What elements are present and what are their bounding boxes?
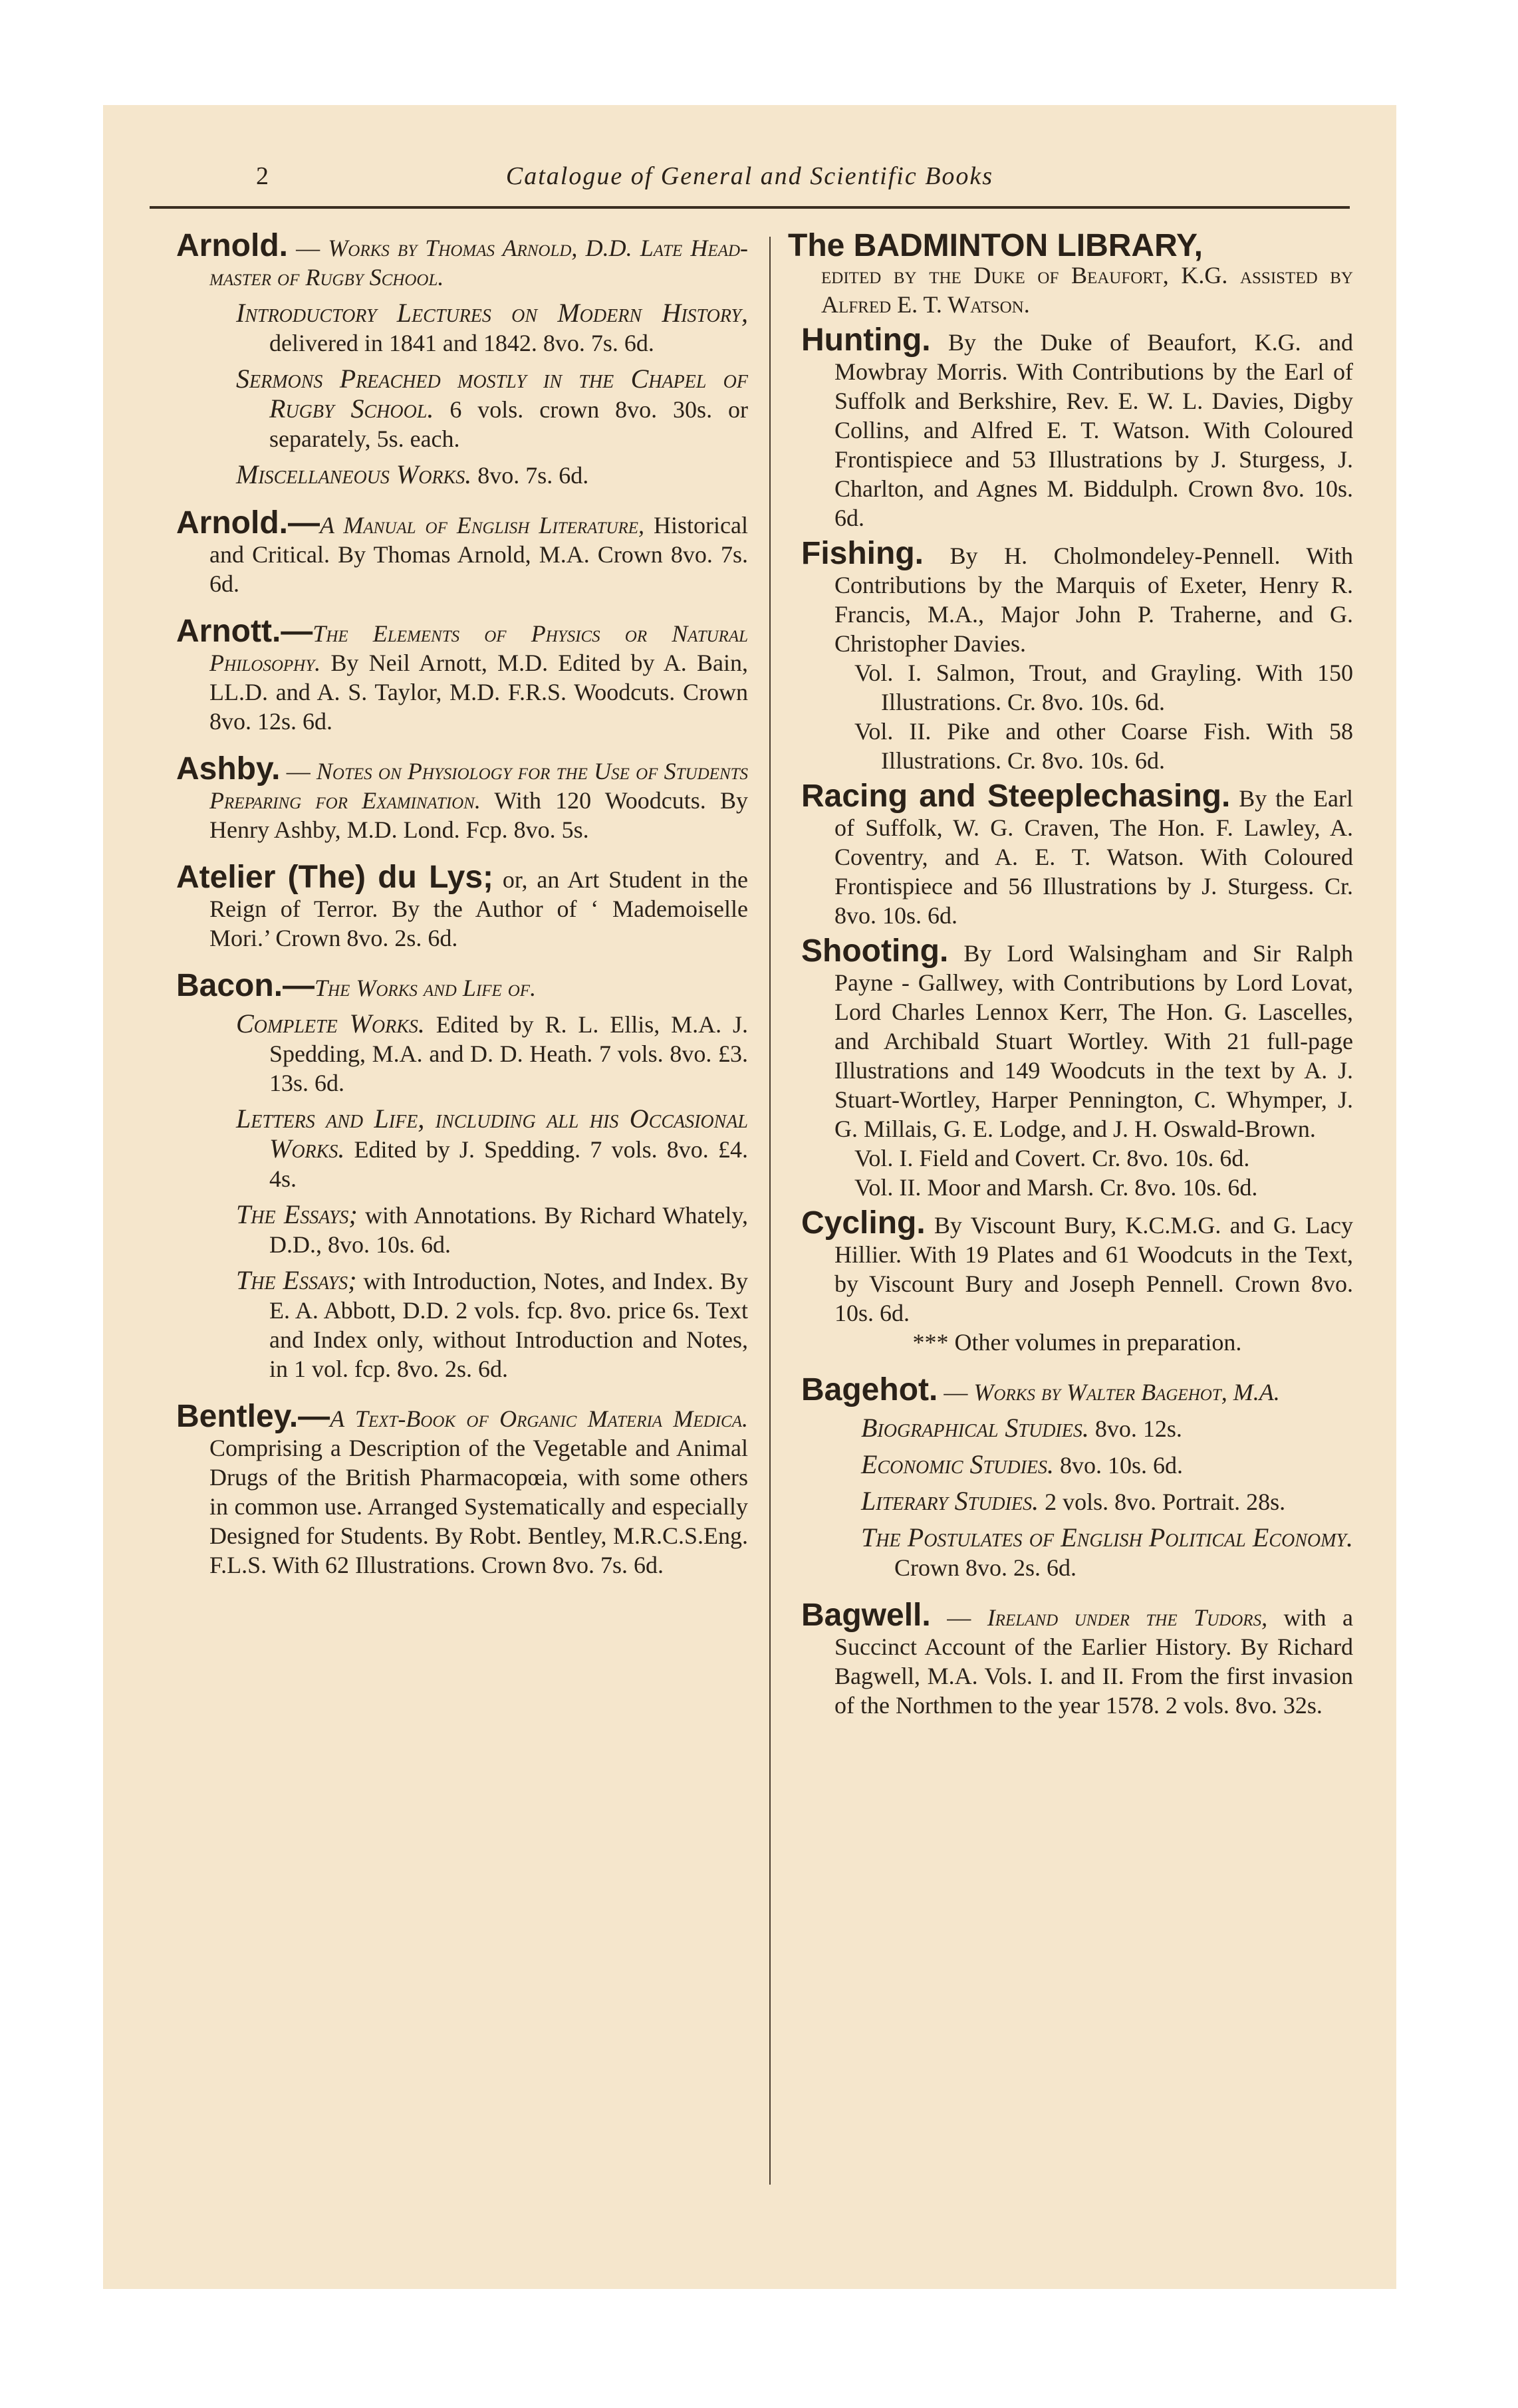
entry-bagehot: Bagehot. — Works by Walter Bagehot, M.A. Biographical Studies. 8vo. 12s. Economic Studies. 8vo. 10s. 6d. Literary Studies. 2 vols. 8vo. Portrait. 28s. The Postulates of English Political Economy. Crown 8vo. 2s. 6d.: [801, 1372, 1353, 1581]
right-column: [788, 228, 1354, 1739]
sub-entry: Complete Works. Edited by R. L. Ellis, M.A. J. Spedding, M.A. and D. D. Heath. 7 vols. 8vo. £3. 13s. 6d.: [236, 1009, 748, 1096]
entry-shooting: Shooting. By Lord Walsingham and Sir Ralph Payne - Gallwey, with Contributions by Lord Lovat, Lord Charles Lennox Kerr, The Hon. G. Lascelles, and Archibald Stuart Wortley. With 21 full-page Illustrations and 149 Woodcuts in the text by A. J. Stuart-Wortley, Harper Pennington, C. Whymper, J. G. Millais, G. E. Lodge, and J. H. Oswald-Brown. Vol. I. Field and Covert. Cr. 8vo. 10s. 6d. Vol. II. Moor and Marsh. Cr. 8vo. 10s. 6d.: [801, 933, 1353, 1201]
note: *** Other volumes in preparation.: [912, 1329, 1242, 1356]
entry-arnold-manual: Arnold.—A Manual of English Literature, Historical and Critical. By Thomas Arnold, M.A. Crown 8vo. 7s. 6d.: [176, 505, 748, 597]
sub-entry: Introductory Lectures on Modern History, delivered in 1841 and 1842. 8vo. 7s. 6d.: [236, 298, 748, 356]
header-rule: [150, 206, 1350, 209]
sub-entry: Sermons Preached mostly in the Chapel of Rugby School. 6 vols. crown 8vo. 30s. or separately, 5s. each.: [236, 364, 748, 452]
sub-entry: Economic Studies. 8vo. 10s. 6d.: [861, 1449, 1184, 1479]
sub-entry: The Essays; with Introduction, Notes, and Index. By E. A. Abbott, D.D. 2 vols. fcp. 8vo. price 6s. Text and Index only, without Introduction and Notes, in 1 vol. fcp. 8vo. 2s. 6d.: [236, 1265, 748, 1382]
entry-badminton: The BADMINTON LIBRARY, edited by the Duke of Beaufort, K.G. assisted by Alfred E. T. Watson.: [788, 228, 1353, 318]
sub-entry: Miscellaneous Works. 8vo. 7s. 6d.: [236, 459, 589, 489]
sub-entry: Letters and Life, including all his Occasional Works. Edited by J. Spedding. 7 vols. 8vo. £4. 4s.: [236, 1104, 748, 1192]
sub-entry: Literary Studies. 2 vols. 8vo. Portrait. 28s.: [861, 1486, 1286, 1516]
entry-bagwell: Bagwell. — Ireland under the Tudors, with a Succinct Account of the Earlier History. By Richard Bagwell, M.A. Vols. I. and II. From the first invasion of the Northmen to the year 1578. 2 vols. 8vo. 32s.: [801, 1598, 1354, 1719]
column-divider: [769, 237, 771, 2185]
entry-bacon: Bacon.—The Works and Life of. Complete Works. Edited by R. L. Ellis, M.A. J. Spedding, M.A. and D. D. Heath. 7 vols. 8vo. £3. 13s. 6d. Letters and Life, including all his Occasional Works. Edited by J. Spedding. 7 vols. 8vo. £4. 4s. The Essays; with Annotations. By Richard Whately, D.D., 8vo. 10s. 6d. The Essays; with Introduction, Notes, and Index. By E. A. Abbott, D.D. 2 vols. fcp. 8vo. price 6s. Text and Index only, without Introduction and Notes, in 1 vol. fcp. 8vo. 2s. 6d.: [176, 968, 748, 1382]
sub-entry: The Essays; with Annotations. By Richard Whately, D.D., 8vo. 10s. 6d.: [236, 1199, 748, 1258]
entry-hunting: Hunting. By the Duke of Beaufort, K.G. and Mowbray Morris. With Contributions by the Earl of Suffolk and Berkshire, Rev. E. W. L. Davies, Digby Collins, and Alfred E. T. Watson. With Coloured Frontispiece and 53 Illustrations by J. Sturgess, J. Charlton, and Agnes M. Biddulph. Crown 8vo. 10s. 6d.: [801, 322, 1353, 531]
entry-fishing: Fishing. By H. Cholmondeley-Pennell. With Contributions by the Marquis of Exeter, Henry R. Francis, M.A., Major John P. Traherne, and G. Christopher Davies. Vol. I. Salmon, Trout, and Grayling. With 150 Illustrations. Cr. 8vo. 10s. 6d. Vol. II. Pike and other Coarse Fish. With 58 Illustrations. Cr. 8vo. 10s. 6d.: [801, 536, 1353, 774]
sub-entry: The Postulates of English Political Economy. Crown 8vo. 2s. 6d.: [861, 1522, 1353, 1581]
entry-arnott: Arnott.—The Elements of Physics or Natural Philosophy. By Neil Arnott, M.D. Edited by A. Bain, LL.D. and A. S. Taylor, M.D. F.R.S. Woodcuts. Crown 8vo. 12s. 6d.: [176, 614, 748, 735]
entry-atelier: Atelier (The) du Lys; or, an Art Student in the Reign of Terror. By the Author of ‘ Mademoiselle Mori.’ Crown 8vo. 2s. 6d.: [176, 860, 748, 951]
running-header: [150, 162, 1350, 201]
entry-racing: Racing and Steeplechasing. By the Earl of Suffolk, W. G. Craven, The Hon. F. Lawley, A. Coventry, and A. E. T. Watson. With Coloured Frontispiece and 56 Illustrations by J. Sturgess. Cr. 8vo. 10s. 6d.: [801, 779, 1354, 929]
book-page: [103, 105, 1396, 2289]
left-column: [163, 228, 749, 1598]
sub-entry: Biographical Studies. 8vo. 12s.: [861, 1413, 1182, 1443]
entry-bentley: Bentley.—A Text-Book of Organic Materia Medica. Comprising a Description of the Vegetable and Animal Drugs of the British Pharmacopœia, with some others in common use. Arranged Systematically and especially Designed for Students. By Robt. Bentley, M.R.C.S.Eng. F.L.S. With 62 Illustrations. Crown 8vo. 7s. 6d.: [176, 1399, 748, 1578]
entry-arnold-works: Arnold. — Works by Thomas Arnold, D.D. Late Head-master of Rugby School. Introductory Lectures on Modern History, delivered in 1841 and 1842. 8vo. 7s. 6d. Sermons Preached mostly in the Chapel of Rugby School. 6 vols. crown 8vo. 30s. or separately, 5s. each. Miscellaneous Works. 8vo. 7s. 6d.: [176, 228, 749, 489]
entry-cycling: Cycling. By Viscount Bury, K.C.M.G. and G. Lacy Hillier. With 19 Plates and 61 Woodcuts in the Text, by Viscount Bury and Joseph Pennell. Crown 8vo. 10s. 6d. *** Other volumes in preparation.: [801, 1205, 1353, 1356]
entry-ashby: Ashby. — Notes on Physiology for the Use of Students Preparing for Examination. With 120 Woodcuts. By Henry Ashby, M.D. Lond. Fcp. 8vo. 5s.: [176, 751, 748, 843]
page-number: 2: [256, 162, 269, 190]
running-title: Catalogue of General and Scientific Books: [505, 162, 994, 190]
